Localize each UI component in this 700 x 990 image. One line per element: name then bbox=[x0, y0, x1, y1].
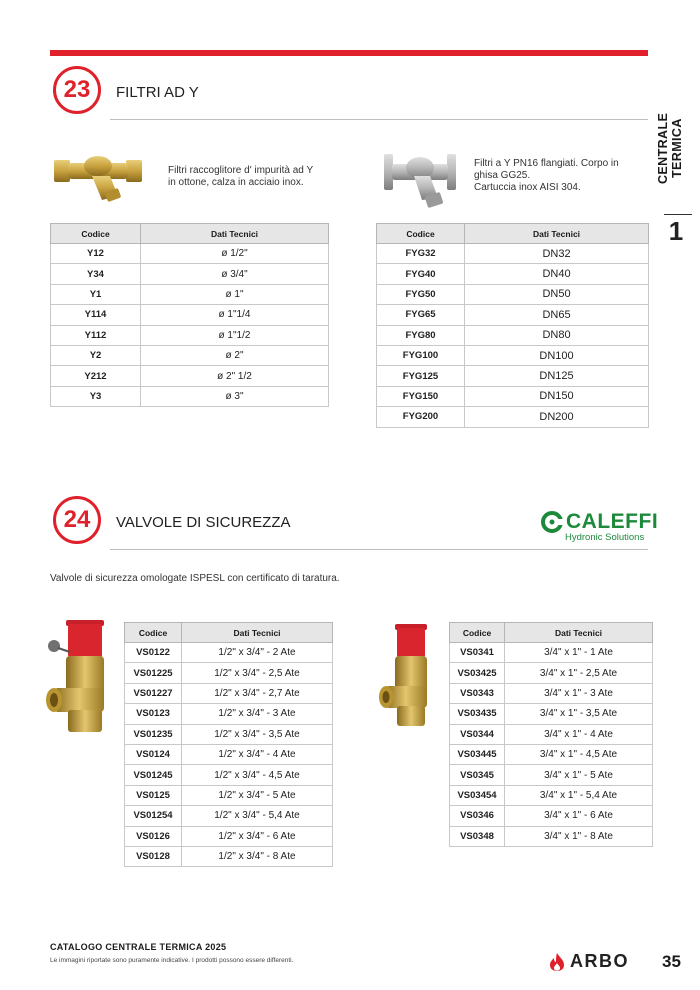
safety-valve-half-inch-image bbox=[42, 618, 112, 736]
code-cell: VS03445 bbox=[450, 744, 505, 764]
code-cell: VS0123 bbox=[125, 704, 182, 724]
table-row bbox=[125, 806, 333, 826]
table-row bbox=[125, 744, 333, 764]
column-header-codice: Codice bbox=[125, 623, 182, 643]
spec-cell: ø 2" bbox=[141, 345, 329, 365]
table-row bbox=[51, 366, 329, 386]
column-header-dati-tecnici: Dati Tecnici bbox=[505, 623, 653, 643]
table-row bbox=[377, 386, 649, 406]
table-header-row bbox=[450, 623, 653, 643]
spec-cell: 1/2" x 3/4" - 4 Ate bbox=[182, 744, 333, 764]
table-row bbox=[51, 264, 329, 284]
code-cell: FYG150 bbox=[377, 386, 465, 406]
code-cell: VS03425 bbox=[450, 663, 505, 683]
section-24-title: VALVOLE DI SICUREZZA bbox=[116, 514, 291, 531]
fyg-filter-table bbox=[376, 223, 649, 428]
table-row bbox=[377, 407, 649, 427]
safety-valve-three-quarter-table bbox=[449, 622, 653, 847]
code-cell: Y12 bbox=[51, 244, 141, 264]
code-cell: VS01245 bbox=[125, 765, 182, 785]
code-cell: VS0345 bbox=[450, 765, 505, 785]
table-row bbox=[51, 305, 329, 325]
column-header-dati-tecnici: Dati Tecnici bbox=[465, 224, 649, 244]
code-cell: Y1 bbox=[51, 284, 141, 304]
spec-cell: 1/2" x 3/4" - 5 Ate bbox=[182, 785, 333, 805]
spec-cell: 3/4" x 1" - 5 Ate bbox=[505, 765, 653, 785]
code-cell: Y3 bbox=[51, 386, 141, 406]
spec-cell: DN80 bbox=[465, 325, 649, 345]
section-24-number-badge: 24 bbox=[53, 496, 101, 544]
spec-cell: 1/2" x 3/4" - 8 Ate bbox=[182, 846, 333, 866]
table-row bbox=[125, 826, 333, 846]
table-row bbox=[377, 366, 649, 386]
spec-cell: DN125 bbox=[465, 366, 649, 386]
spec-cell: 3/4" x 1" - 3,5 Ate bbox=[505, 704, 653, 724]
spec-cell: ø 3/4" bbox=[141, 264, 329, 284]
table-row bbox=[450, 826, 653, 846]
table-row bbox=[377, 284, 649, 304]
code-cell: FYG65 bbox=[377, 305, 465, 325]
spec-cell: DN200 bbox=[465, 407, 649, 427]
section-23-rule bbox=[110, 119, 648, 120]
spec-cell: 1/2" x 3/4" - 2,5 Ate bbox=[182, 663, 333, 683]
spec-cell: 3/4" x 1" - 5,4 Ate bbox=[505, 785, 653, 805]
desc-line: Filtri raccoglitore d' impurità ad Y bbox=[168, 165, 314, 176]
spec-cell: 1/2" x 3/4" - 2,7 Ate bbox=[182, 683, 333, 703]
column-header-dati-tecnici: Dati Tecnici bbox=[182, 623, 333, 643]
table-row bbox=[125, 663, 333, 683]
desc-line: Filtri a Y PN16 flangiati. Corpo in bbox=[474, 158, 619, 169]
spec-cell: 1/2" x 3/4" - 3 Ate bbox=[182, 704, 333, 724]
table-header-row bbox=[125, 623, 333, 643]
column-header-dati-tecnici: Dati Tecnici bbox=[141, 224, 329, 244]
table-row bbox=[450, 683, 653, 703]
table-row bbox=[51, 386, 329, 406]
table-row bbox=[51, 345, 329, 365]
table-row bbox=[450, 785, 653, 805]
code-cell: Y2 bbox=[51, 345, 141, 365]
code-cell: VS03435 bbox=[450, 704, 505, 724]
code-cell: FYG40 bbox=[377, 264, 465, 284]
side-tab-divider bbox=[664, 214, 692, 215]
spec-cell: DN100 bbox=[465, 345, 649, 365]
code-cell: VS01254 bbox=[125, 806, 182, 826]
spec-cell: 3/4" x 1" - 4,5 Ate bbox=[505, 744, 653, 764]
spec-cell: 3/4" x 1" - 3 Ate bbox=[505, 683, 653, 703]
table-row bbox=[450, 806, 653, 826]
caleffi-logo bbox=[541, 510, 658, 543]
table-row bbox=[125, 765, 333, 785]
page-number: 35 bbox=[662, 952, 681, 971]
caleffi-mark-icon bbox=[541, 511, 563, 533]
safety-valve-three-quarter-image bbox=[377, 622, 435, 730]
table-header-row bbox=[377, 224, 649, 244]
table-row bbox=[125, 704, 333, 724]
table-row bbox=[377, 305, 649, 325]
y-filter-table bbox=[50, 223, 329, 407]
side-tab-number: 1 bbox=[668, 216, 684, 246]
code-cell: VS0126 bbox=[125, 826, 182, 846]
code-cell: Y212 bbox=[51, 366, 141, 386]
code-cell: VS0125 bbox=[125, 785, 182, 805]
top-accent-bar bbox=[50, 50, 648, 56]
spec-cell: 1/2" x 3/4" - 6 Ate bbox=[182, 826, 333, 846]
cast-iron-y-filter-image bbox=[380, 148, 460, 210]
spec-cell: 3/4" x 1" - 6 Ate bbox=[505, 806, 653, 826]
code-cell: VS0343 bbox=[450, 683, 505, 703]
table-header-row bbox=[51, 224, 329, 244]
spec-cell: 3/4" x 1" - 1 Ate bbox=[505, 643, 653, 663]
caleffi-brand-name: CALEFFI bbox=[566, 510, 659, 533]
table-row bbox=[125, 785, 333, 805]
table-row bbox=[125, 846, 333, 866]
code-cell: VS0346 bbox=[450, 806, 505, 826]
desc-line: ghisa GG25. bbox=[474, 170, 531, 181]
code-cell: VS01225 bbox=[125, 663, 182, 683]
spec-cell: ø 3" bbox=[141, 386, 329, 406]
code-cell: VS0344 bbox=[450, 724, 505, 744]
code-cell: VS0124 bbox=[125, 744, 182, 764]
spec-cell: DN150 bbox=[465, 386, 649, 406]
code-cell: FYG50 bbox=[377, 284, 465, 304]
table-row bbox=[377, 244, 649, 264]
code-cell: VS03454 bbox=[450, 785, 505, 805]
footer-catalog-title: CATALOGO CENTRALE TERMICA 2025 bbox=[50, 942, 227, 952]
table-row bbox=[450, 704, 653, 724]
section-24-description: Valvole di sicurezza omologate ISPESL con certificato di taratura. bbox=[50, 573, 340, 584]
spec-cell: 3/4" x 1" - 2,5 Ate bbox=[505, 663, 653, 683]
caleffi-tagline: Hydronic Solutions bbox=[565, 532, 645, 543]
spec-cell: ø 1/2" bbox=[141, 244, 329, 264]
section-24-rule bbox=[110, 549, 648, 550]
code-cell: VS0122 bbox=[125, 643, 182, 663]
section-23-left-description bbox=[168, 165, 358, 189]
code-cell: FYG200 bbox=[377, 407, 465, 427]
spec-cell: 3/4" x 1" - 4 Ate bbox=[505, 724, 653, 744]
table-row bbox=[51, 325, 329, 345]
code-cell: Y112 bbox=[51, 325, 141, 345]
code-cell: Y114 bbox=[51, 305, 141, 325]
spec-cell: ø 1" bbox=[141, 284, 329, 304]
table-row bbox=[377, 264, 649, 284]
table-row bbox=[51, 284, 329, 304]
column-header-codice: Codice bbox=[51, 224, 141, 244]
spec-cell: DN50 bbox=[465, 284, 649, 304]
column-header-codice: Codice bbox=[450, 623, 505, 643]
code-cell: FYG125 bbox=[377, 366, 465, 386]
arbo-logo-text: ARBO bbox=[570, 951, 629, 971]
spec-cell: ø 2" 1/2 bbox=[141, 366, 329, 386]
code-cell: FYG100 bbox=[377, 345, 465, 365]
code-cell: VS0348 bbox=[450, 826, 505, 846]
table-row bbox=[125, 724, 333, 744]
table-row bbox=[450, 643, 653, 663]
spec-cell: 3/4" x 1" - 8 Ate bbox=[505, 826, 653, 846]
spec-cell: DN40 bbox=[465, 264, 649, 284]
table-row bbox=[377, 325, 649, 345]
table-row bbox=[450, 744, 653, 764]
desc-line: Cartuccia inox AISI 304. bbox=[474, 182, 581, 193]
desc-line: in ottone, calza in acciaio inox. bbox=[168, 177, 304, 188]
flame-icon bbox=[548, 952, 566, 972]
spec-cell: DN65 bbox=[465, 305, 649, 325]
table-row bbox=[377, 345, 649, 365]
table-row bbox=[125, 683, 333, 703]
arbo-logo bbox=[548, 951, 629, 972]
table-row bbox=[450, 663, 653, 683]
spec-cell: 1/2" x 3/4" - 2 Ate bbox=[182, 643, 333, 663]
column-header-codice: Codice bbox=[377, 224, 465, 244]
table-row bbox=[125, 643, 333, 663]
code-cell: VS0128 bbox=[125, 846, 182, 866]
code-cell: Y34 bbox=[51, 264, 141, 284]
spec-cell: ø 1"1/4 bbox=[141, 305, 329, 325]
code-cell: FYG32 bbox=[377, 244, 465, 264]
section-23-right-description bbox=[474, 158, 644, 194]
safety-valve-half-inch-table bbox=[124, 622, 333, 867]
brass-y-filter-image bbox=[52, 148, 144, 204]
footer-disclaimer: Le immagini riportate sono puramente indicative. I prodotti possono essere differenti. bbox=[50, 957, 294, 964]
code-cell: VS01235 bbox=[125, 724, 182, 744]
table-row bbox=[450, 724, 653, 744]
section-23-title: FILTRI AD Y bbox=[116, 84, 199, 101]
spec-cell: DN32 bbox=[465, 244, 649, 264]
table-row bbox=[51, 244, 329, 264]
spec-cell: ø 1"1/2 bbox=[141, 325, 329, 345]
spec-cell: 1/2" x 3/4" - 5,4 Ate bbox=[182, 806, 333, 826]
code-cell: FYG80 bbox=[377, 325, 465, 345]
section-23-number-badge: 23 bbox=[53, 66, 101, 114]
code-cell: VS01227 bbox=[125, 683, 182, 703]
table-row bbox=[450, 765, 653, 785]
side-tab-label: CENTRALE TERMICA bbox=[656, 112, 684, 184]
spec-cell: 1/2" x 3/4" - 3,5 Ate bbox=[182, 724, 333, 744]
code-cell: VS0341 bbox=[450, 643, 505, 663]
spec-cell: 1/2" x 3/4" - 4,5 Ate bbox=[182, 765, 333, 785]
